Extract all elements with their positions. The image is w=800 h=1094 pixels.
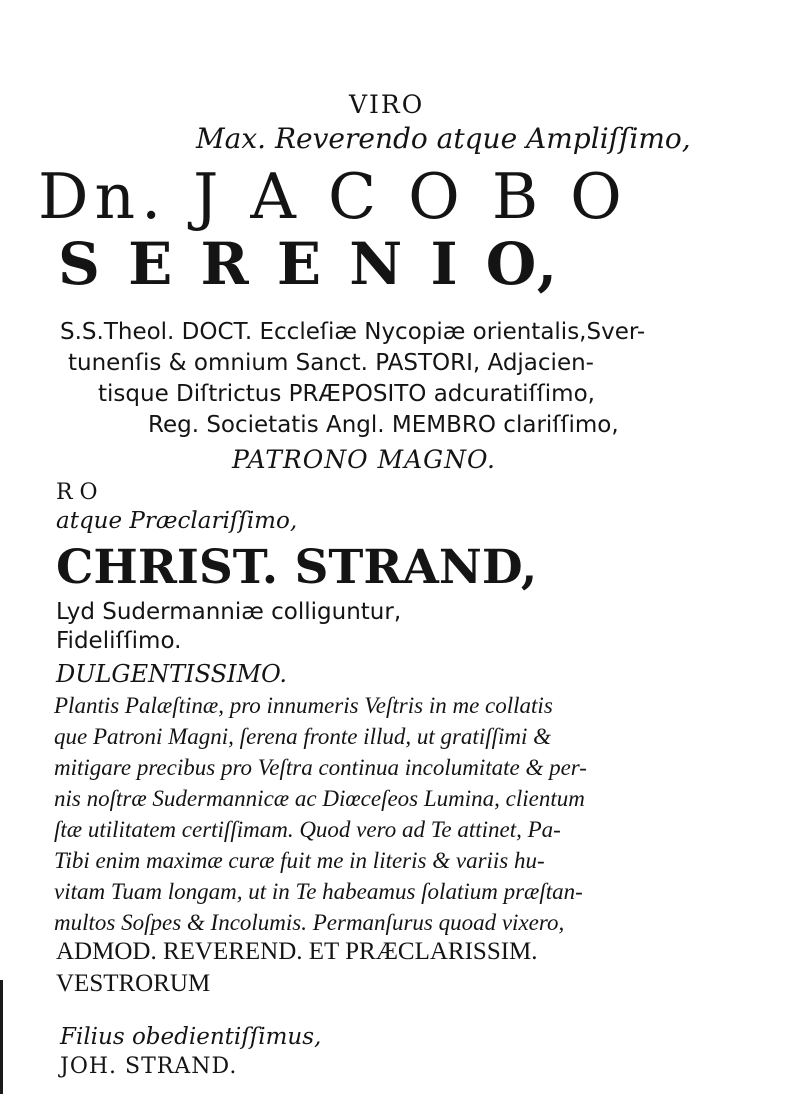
dn-jacobo-heading: Dn. J A C O B O	[38, 160, 628, 233]
admod-reverend: ADMOD. REVEREND. ET PRÆCLARISSIM.	[56, 938, 538, 965]
filius-obedientissimus: Filius obedientiſſimus,	[60, 1024, 322, 1050]
body-line: mitigare precibus pro Veſtra continua incolumitate & per-	[54, 755, 587, 780]
vestrorum: VESTRORUM	[56, 970, 211, 997]
signature-joh-strand: JOH. STRAND.	[60, 1054, 238, 1079]
body-line: multos Soſpes & Incolumis. Permanſurus quoad vixero,	[54, 910, 565, 935]
title-line: S.S.Theol. DOCT. Eccleſiæ Nycopiæ orientalis,Sver-	[60, 319, 646, 345]
lyd-line: Fideliſſimo.	[56, 628, 182, 654]
ro-line: R O	[56, 480, 98, 505]
title-line: Reg. Societatis Angl. MEMBRO clariſſimo,	[148, 412, 619, 438]
body-line: Tibi enim maximæ curæ fuit me in literis & variis hu-	[54, 848, 545, 873]
viro-heading: VIRO	[349, 90, 425, 119]
body-line: ſtæ utilitatem certiſſimam. Quod vero ad Te attinet, Pa-	[54, 817, 561, 842]
page-edge-shadow	[0, 980, 3, 1094]
atque-praeclarissimo: atque Præclariſſimo,	[56, 508, 298, 534]
body-text	[54, 690, 774, 938]
lyd-block	[56, 598, 401, 656]
body-line: Plantis Palæſtinæ, pro innumeris Veſtris in me collatis	[54, 693, 553, 718]
title-line: tisque Diſtrictus PRÆPOSITO adcuratiſſimo,	[98, 381, 595, 407]
max-reverendo-line: Max. Reverendo atque Ampliſſimo,	[196, 122, 691, 155]
body-line: nis noſtræ Sudermannicæ ac Diœceſeos Lumina, clientum	[54, 786, 585, 811]
serenio-heading: S E R E N I O,	[58, 230, 562, 298]
body-line: vitam Tuam longam, ut in Te habeamus ſolatium præſtan-	[54, 879, 583, 904]
christ-strand-heading: CHRIST. STRAND,	[56, 540, 538, 595]
body-line: que Patroni Magni, ſerena fronte illud, ut gratiſſimi &	[54, 724, 552, 749]
patrono-magno: PATRONO MAGNO.	[232, 445, 496, 474]
lyd-line: Lyd Sudermanniæ colliguntur,	[56, 599, 402, 625]
title-block	[60, 317, 760, 441]
title-line: tunenſis & omnium Sanct. PASTORI, Adjacien-	[68, 350, 594, 376]
dulgentissimo: DULGENTISSIMO.	[56, 660, 287, 688]
